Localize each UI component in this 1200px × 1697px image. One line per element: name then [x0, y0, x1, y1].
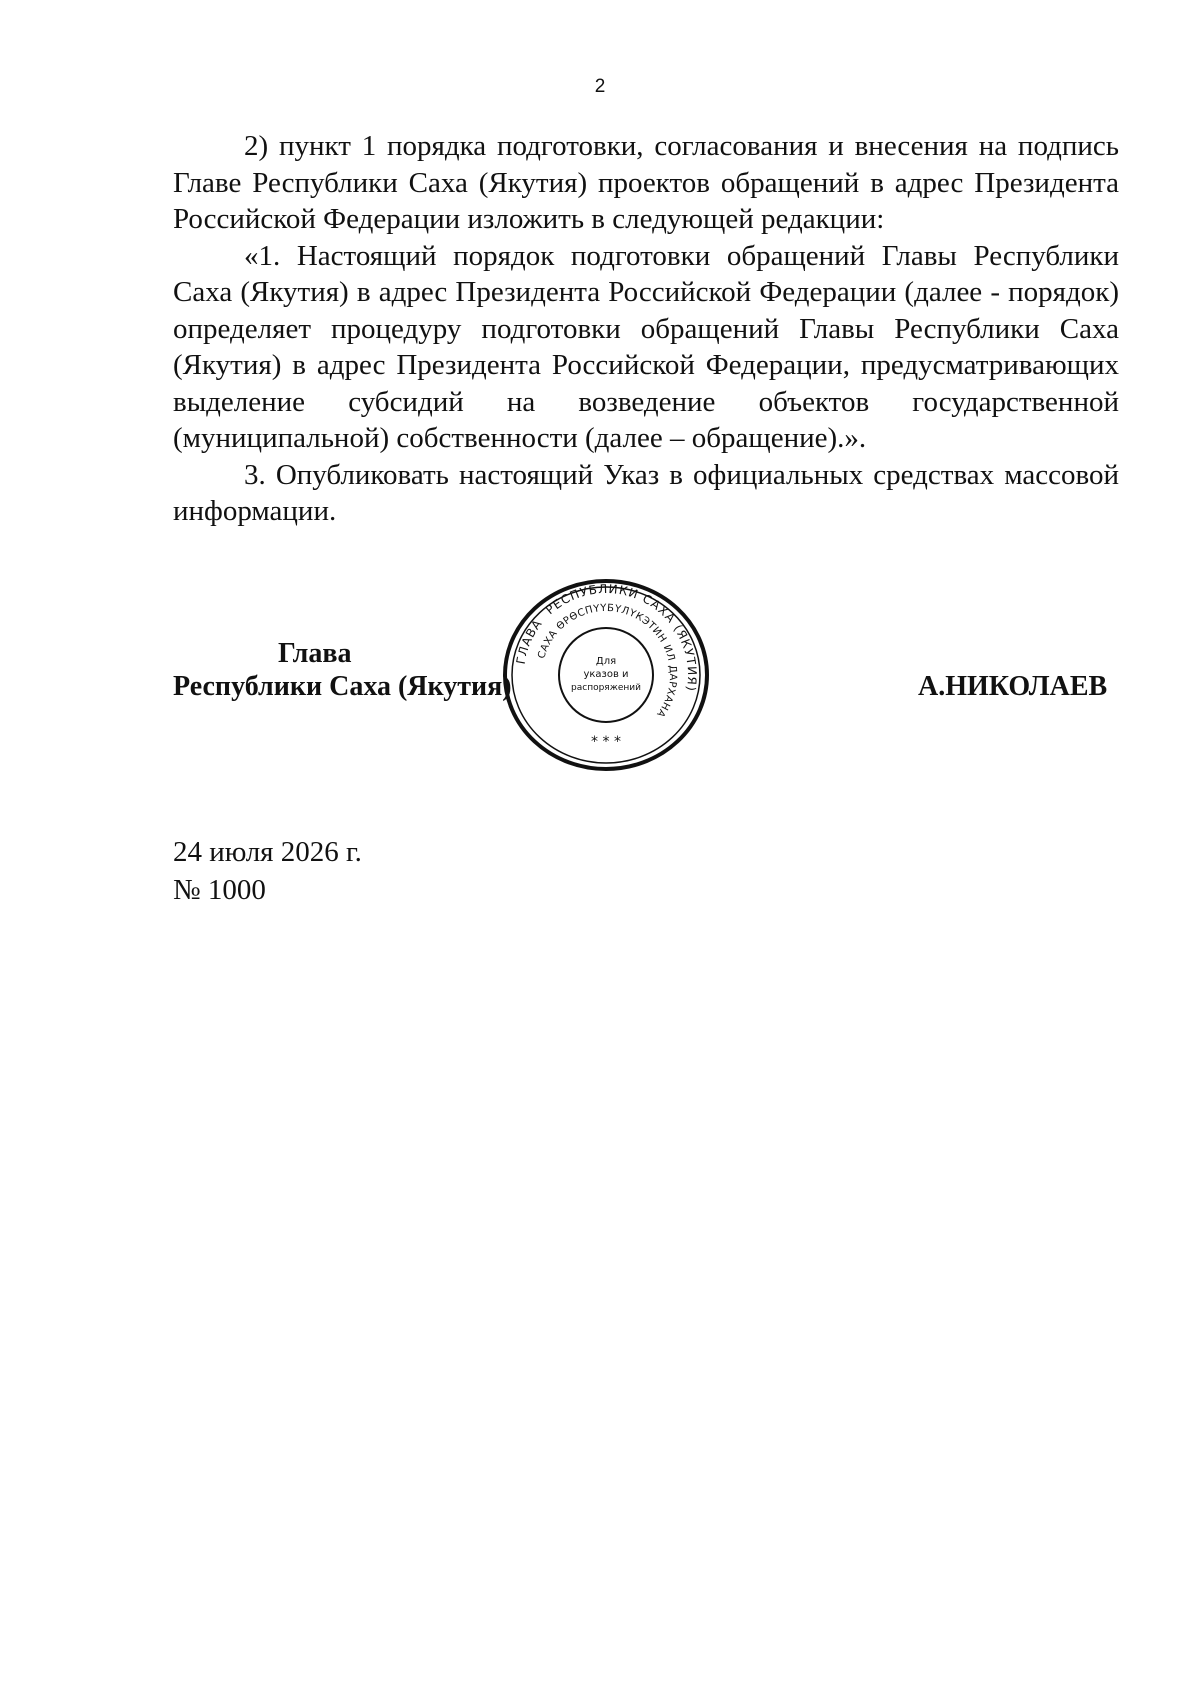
document-date: 24 июля 2026 г. — [173, 836, 362, 868]
official-seal — [500, 576, 712, 774]
paragraph-amendment: 2) пункт 1 порядка подготовки, согласования и внесения на подпись Главе Республики Саха (Якутия) проектов обращений в адрес Президента Российской Федерации изложить в следующей редакции: — [173, 130, 1119, 235]
seal-center-line2: указов и — [583, 669, 629, 680]
page-number: 2 — [594, 76, 606, 97]
paragraph-publication: 3. Опубликовать настоящий Указ в официальных средствах массовой информации. — [173, 458, 1119, 527]
seal-stars: * * * — [591, 734, 621, 750]
signatory-title-line2: Республики Саха (Якутия) — [173, 671, 512, 702]
signatory-title-line1: Глава — [278, 638, 352, 669]
signatory-name: А.НИКОЛАЕВ — [918, 671, 1108, 702]
document-body — [173, 128, 1119, 530]
seal-outer-text: РЕСПУБЛИКИ САХА (ЯКУТИЯ) — [542, 581, 700, 693]
document-number: № 1000 — [173, 874, 266, 906]
seal-outer-left-text: ГЛАВА — [513, 616, 545, 666]
seal-center-line3: распоряжений — [571, 683, 641, 693]
seal-center-line1: Для — [595, 656, 617, 667]
seal-inner-ring-text: САХА ӨРӨСПҮҮБҮЛҮКЭТИН ИЛ ДАРХАНА — [536, 602, 679, 720]
paragraph-new-wording: «1. Настоящий порядок подготовки обращений Главы Республики Саха (Якутия) в адрес Президента Российской Федерации (далее - порядок) определяет процедуру подготовки обращений Главы Республики Саха (Якутия) в адрес Президента Российской Федерации, предусматривающих выделение субсидий на возведение объектов государственной (муниципальной) собственности (далее – обращение).». — [173, 239, 1119, 454]
